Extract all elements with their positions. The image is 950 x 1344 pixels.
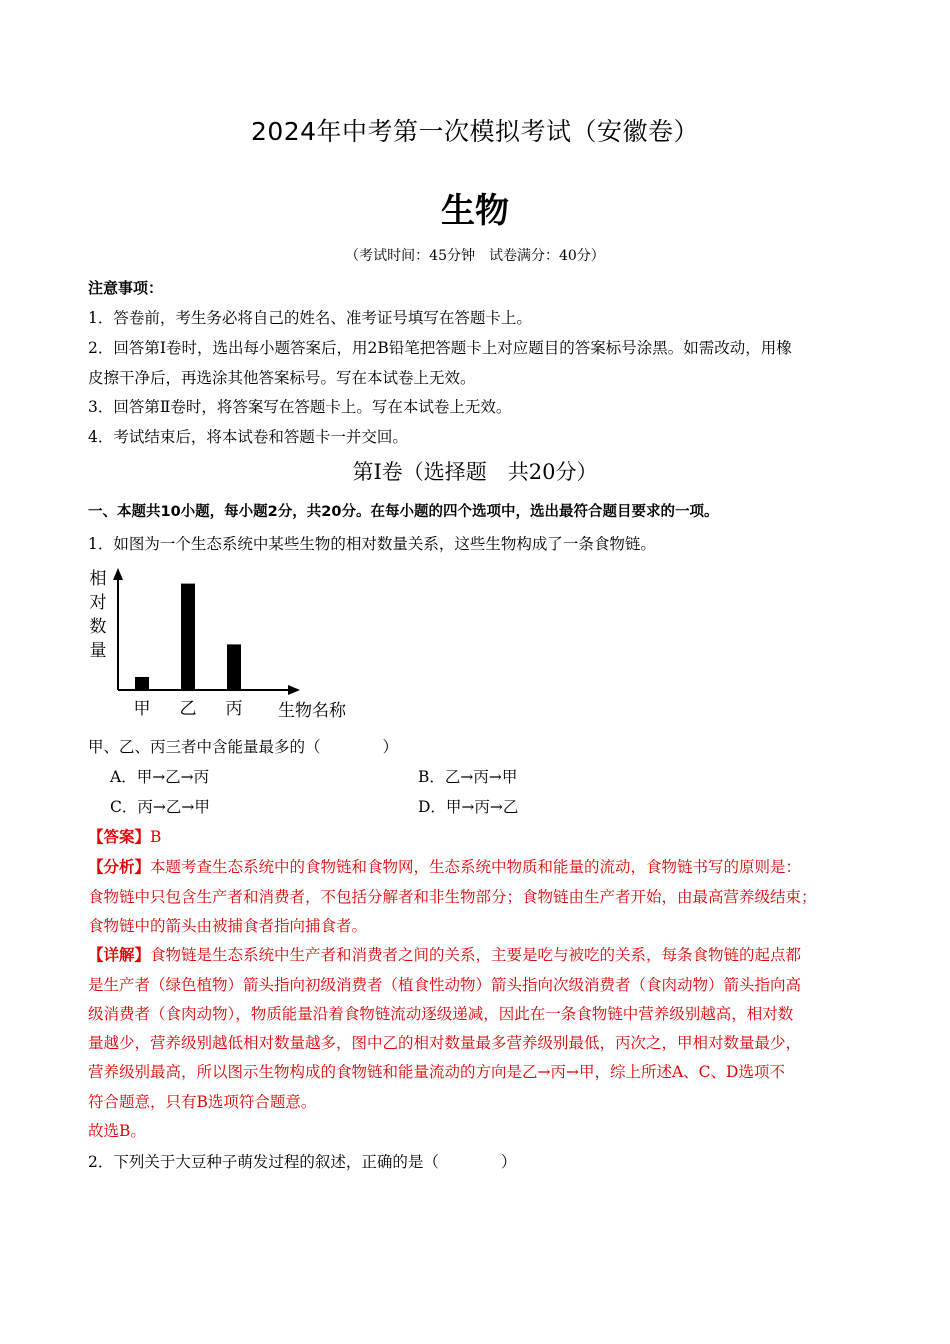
conclusion-text: 故选B。	[88, 1122, 146, 1140]
option-a: A．甲→乙→丙	[110, 768, 210, 786]
y-axis-label-char: 相	[89, 569, 107, 589]
y-axis-label-char: 对	[89, 593, 107, 613]
bar-chart	[80, 562, 370, 722]
option-c: C．丙→乙→甲	[110, 798, 210, 816]
exam-info: （考试时间：45分钟 试卷满分：40分）	[345, 248, 605, 264]
detail-line	[88, 943, 801, 965]
option-d: D．甲→丙→乙	[418, 798, 519, 816]
exam-title: 2024年中考第一次模拟考试（安徽卷）	[250, 117, 700, 146]
y-axis-label-char: 数	[89, 617, 107, 637]
question-2-stem: 2．下列关于大豆种子萌发过程的叙述，正确的是（ ）	[88, 1153, 517, 1171]
bars-group	[135, 584, 241, 690]
x-axis-label: 生物名称	[278, 701, 346, 721]
notice-item: 2．回答第Ⅰ卷时，选出每小题答案后，用2B铅笔把答题卡上对应题目的答案标号涂黑。如需改动，用橡	[88, 339, 792, 357]
analysis-line	[88, 855, 801, 877]
question-1-prompt: 甲、乙、丙三者中含能量最多的（ ）	[88, 738, 399, 756]
analysis-text: 食物链中只包含生产者和消费者，不包括分解者和非生物部分；食物链由生产者开始，由最高营养级结束；	[88, 888, 817, 906]
detail-text: 符合题意，只有B选项符合题意。	[88, 1093, 317, 1111]
answer-tag: 【答案】	[88, 827, 151, 846]
subject-title: 生物	[441, 191, 509, 231]
detail-tag: 【详解】	[88, 945, 151, 964]
analysis-tag: 【分析】	[88, 857, 151, 876]
section-title: 第Ⅰ卷（选择题 共20分）	[352, 460, 598, 484]
part-heading: 一、本题共10小题，每小题2分，共20分。在每小题的四个选项中，选出最符合题目要求的一项。	[88, 504, 719, 520]
y-axis-label	[90, 569, 107, 661]
analysis-text: 食物链中的箭头由被捕食者指向捕食者。	[88, 917, 368, 935]
bar-2	[181, 584, 195, 690]
detail-text: 级消费者（食肉动物），物质能量沿着食物链流动逐级递减，因此在一条食物链中营养级别越高，相对数	[88, 1005, 794, 1023]
detail-text: 量越少，营养级别越低相对数量越多，图中乙的相对数量最多营养级别最低，丙次之，甲相对数量最少，	[88, 1034, 802, 1052]
option-b: B．乙→丙→甲	[418, 768, 518, 786]
notice-item: 1．答卷前，考生务必将自己的姓名、准考证号填写在答题卡上。	[88, 309, 532, 327]
x-tick-label: 甲	[133, 699, 151, 719]
bar-3	[227, 644, 241, 690]
detail-text: 营养级别最高，所以图示生物构成的食物链和能量流动的方向是乙→丙→甲，综上所述A、C、D选项不	[88, 1063, 785, 1081]
notice-item: 4．考试结束后，将本试卷和答题卡一并交回。	[88, 428, 408, 446]
analysis-text: 本题考查生态系统中的食物链和食物网，生态系统中物质和能量的流动，食物链书写的原则是：	[150, 858, 802, 876]
answer-value: B	[150, 828, 162, 846]
notice-title: 注意事项：	[88, 279, 164, 297]
y-axis-arrow	[113, 568, 123, 580]
notice-item: 3．回答第Ⅱ卷时，将答案写在答题卡上。写在本试卷上无效。	[88, 398, 512, 416]
x-tick-label: 丙	[225, 699, 243, 719]
x-axis-arrow	[288, 685, 300, 695]
x-tick-labels	[134, 699, 243, 719]
y-axis-label-char: 量	[89, 641, 107, 661]
detail-text: 是生产者（绿色植物）箭头指向初级消费者（植食性动物）箭头指向次级消费者（食肉动物）箭头指向高	[88, 976, 802, 994]
detail-text: 食物链是生态系统中生产者和消费者之间的关系，主要是吃与被吃的关系，每条食物链的起点都	[150, 946, 802, 964]
question-1-stem: 1．如图为一个生态系统中某些生物的相对数量关系，这些生物构成了一条食物链。	[88, 535, 656, 553]
bar-1	[135, 677, 149, 690]
answer-line	[88, 825, 161, 847]
notice-item: 皮擦干净后，再选涂其他答案标号。写在本试卷上无效。	[88, 369, 476, 387]
x-tick-label: 乙	[179, 699, 197, 719]
